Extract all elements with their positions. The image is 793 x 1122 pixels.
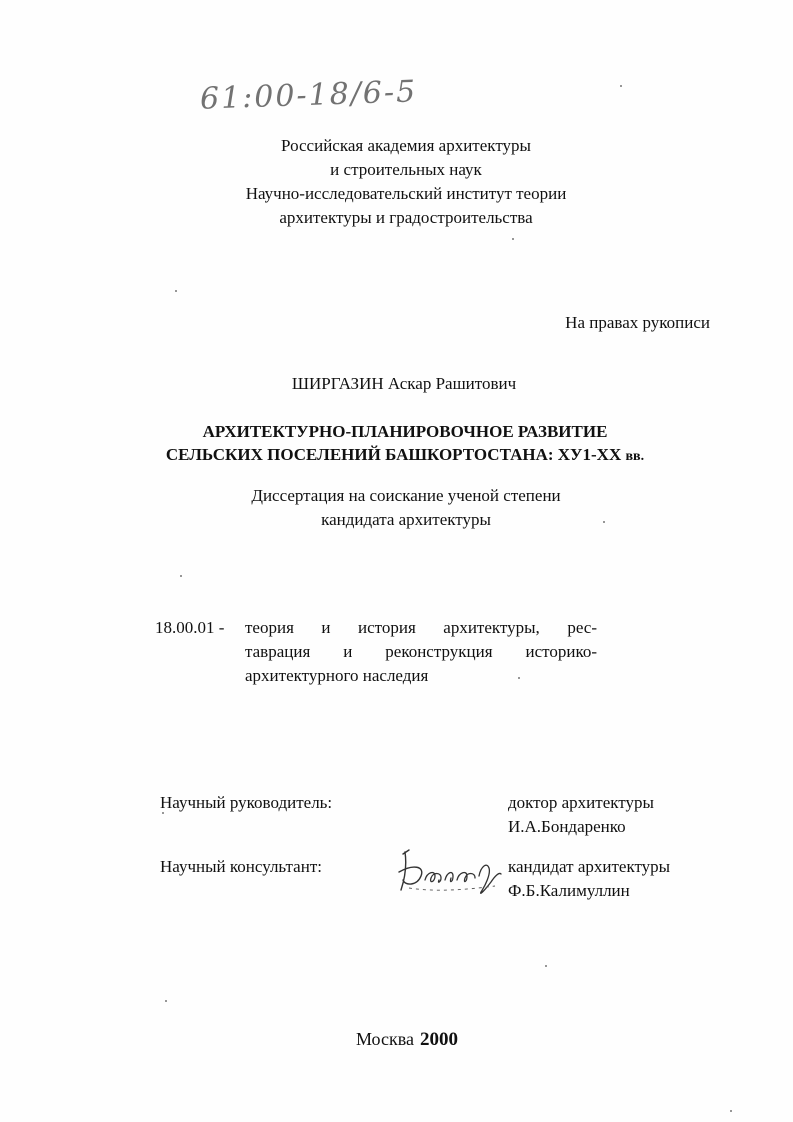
title-line-2-main: СЕЛЬСКИХ ПОСЕЛЕНИЙ БАШКОРТОСТАНА: ХУ1-ХХ [165,445,622,464]
institution-line-1: Российская академия архитектуры [281,136,531,155]
scan-speck [175,290,177,292]
scan-speck [545,965,547,967]
institution-block [196,134,616,230]
consultant-label: Научный консультант: [160,857,322,876]
scan-speck [620,85,622,87]
scan-speck [730,1110,732,1112]
specialty-line-3: архитектурного наследия [245,666,429,685]
dissertation-title [110,420,700,468]
title-line-2 [110,443,700,468]
handwritten-signature [395,846,507,898]
scan-speck [603,521,605,523]
signature-icon [395,846,507,898]
consultant-title: кандидат архитектуры [508,857,671,876]
archive-number-text: 61:00-18/6-5 [199,74,418,117]
institution-line-4: архитектуры и градостроительства [279,208,533,227]
degree-statement [196,484,616,532]
consultant-info [508,855,670,903]
specialty-code: 18.00.01 - [155,618,225,637]
author-name: ШИРГАЗИН Аскар Рашитович [291,374,517,393]
title-line-1: АРХИТЕКТУРНО-ПЛАНИРОВОЧНОЕ РАЗВИТИЕ [202,422,608,441]
specialty-line-2: таврация и реконструкция историко- [245,642,597,661]
institution-line-3: Научно-исследовательский институт теории [245,184,567,203]
archive-number-handwritten [199,74,500,138]
scan-speck [162,812,164,814]
degree-line-2: кандидата архитектуры [321,510,491,529]
manuscript-rights-notice: На правах рукописи [565,313,710,332]
degree-line-1: Диссертация на соискание ученой степени [251,486,561,505]
specialty-description [245,616,597,688]
supervisor-info [508,791,654,839]
scan-speck [518,677,520,679]
supervisor-label: Научный руководитель: [160,793,333,812]
year: 2000 [420,1029,458,1050]
supervisor-name: И.А.Бондаренко [508,817,626,836]
specialty-line-1: теория и история архитектуры, рес- [245,618,597,637]
scan-speck [165,1000,167,1002]
scan-speck [180,575,182,577]
consultant-name: Ф.Б.Калимуллин [508,881,630,900]
city-year-footer [356,1027,458,1052]
scan-speck [512,238,514,240]
city: Москва [356,1029,414,1049]
institution-line-2: и строительных наук [330,160,482,179]
title-line-2-suffix: вв. [625,449,645,464]
supervisor-title: доктор архитектуры [508,793,654,812]
